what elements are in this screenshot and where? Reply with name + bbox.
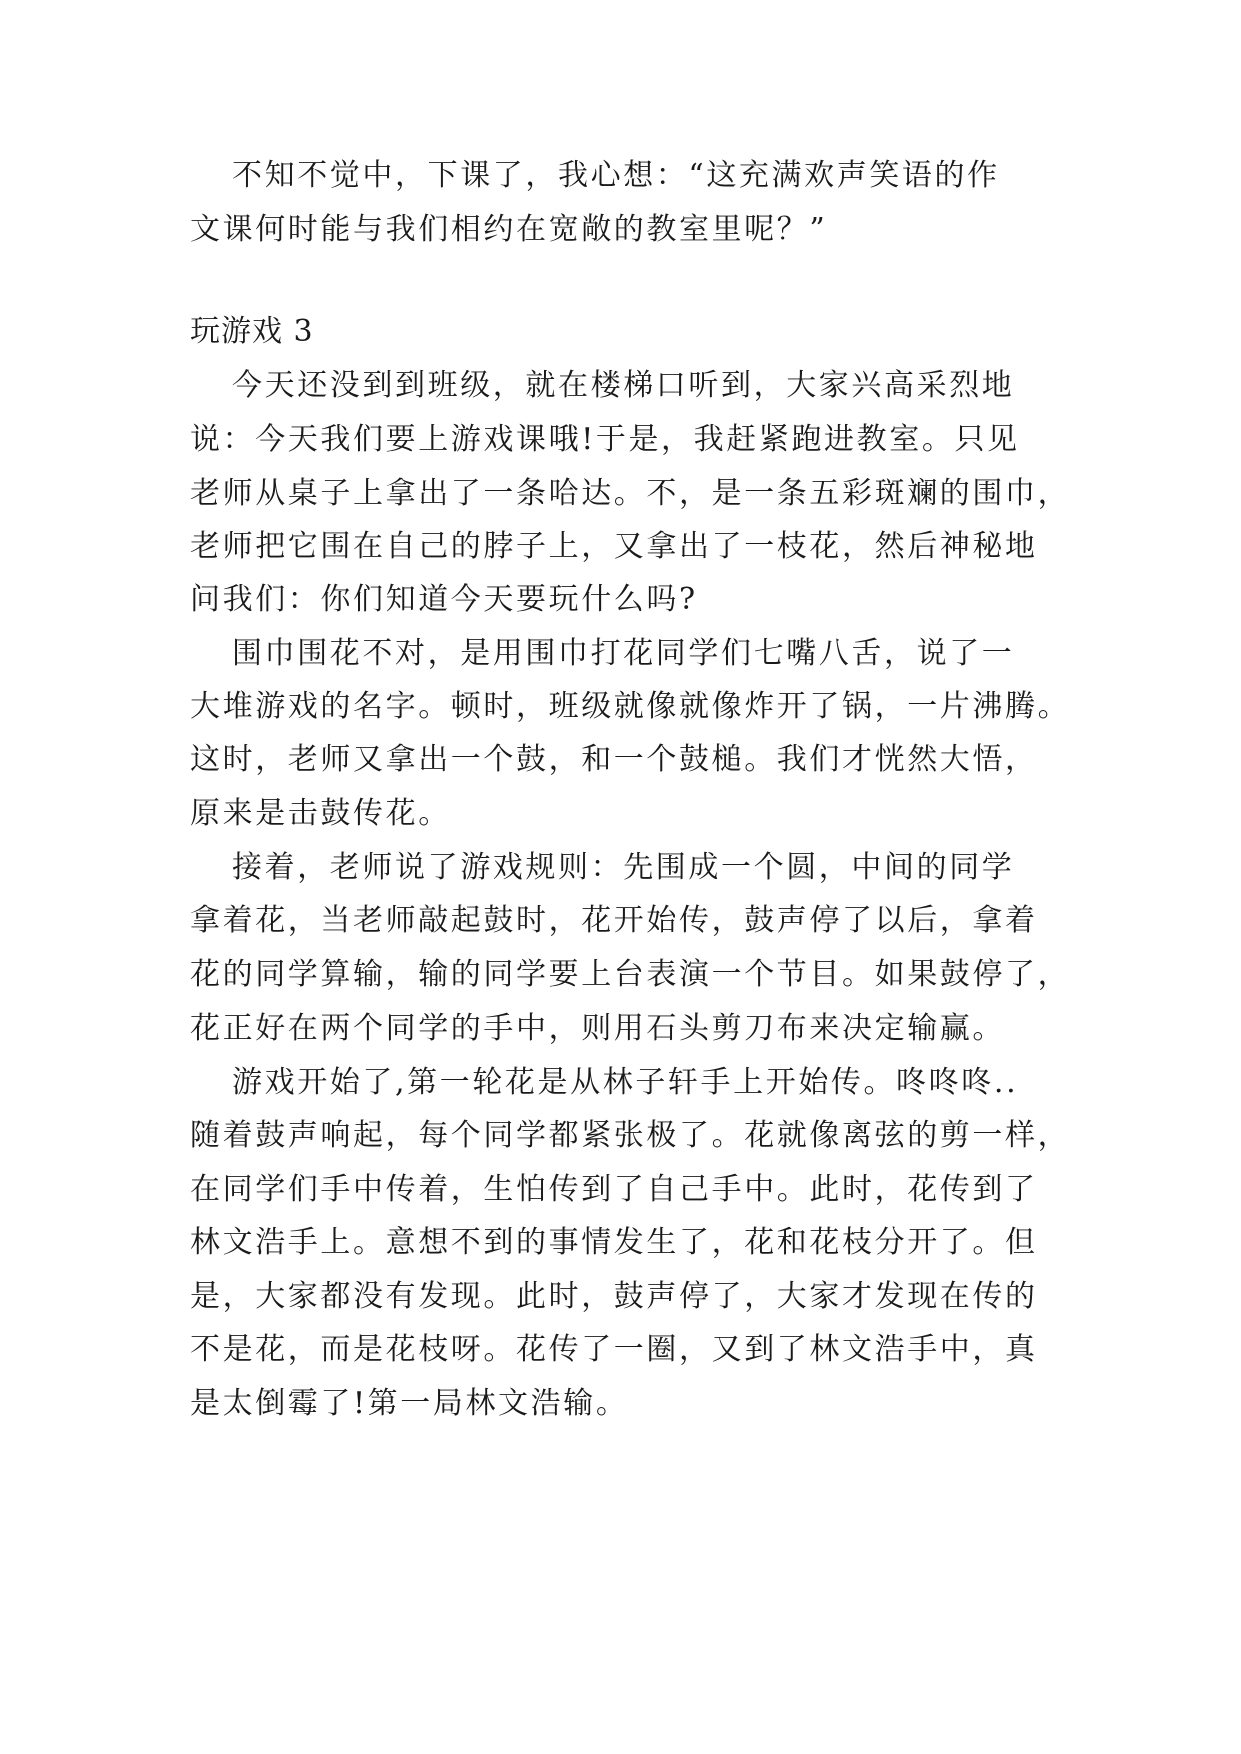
text-line: 拿着花，当老师敲起鼓时，花开始传，鼓声停了以后，拿着 bbox=[190, 903, 1038, 938]
text-line: 林文浩手上。意想不到的事情发生了，花和花枝分开了。但 bbox=[190, 1225, 1038, 1260]
text-line: 是太倒霉了!第一局林文浩输。 bbox=[190, 1386, 629, 1421]
text-line: 文课何时能与我们相约在宽敞的教室里呢？” bbox=[190, 212, 828, 247]
text-line: 不是花，而是花枝呀。花传了一圈，又到了林文浩手中，真 bbox=[190, 1332, 1038, 1367]
section-heading: 玩游戏 3 bbox=[190, 314, 314, 349]
text-line: 花的同学算输，输的同学要上台表演一个节目。如果鼓停了， bbox=[190, 957, 1071, 992]
text-line: 原来是击鼓传花。 bbox=[190, 796, 451, 831]
text-line: 在同学们手中传着，生怕传到了自己手中。此时，花传到了 bbox=[190, 1172, 1038, 1207]
text-line: 大堆游戏的名字。顿时，班级就像就像炸开了锅，一片沸腾。 bbox=[190, 689, 1071, 724]
text-line: 说：今天我们要上游戏课哦!于是，我赶紧跑进教室。只见 bbox=[190, 422, 1020, 457]
text-line: 花正好在两个同学的手中，则用石头剪刀布来决定输赢。 bbox=[190, 1011, 1005, 1046]
text-line: 问我们：你们知道今天要玩什么吗? bbox=[190, 582, 698, 617]
text-line: 围巾围花不对，是用围巾打花同学们七嘴八舌，说了一 bbox=[232, 636, 1015, 671]
text-line: 是，大家都没有发现。此时，鼓声停了，大家才发现在传的 bbox=[190, 1279, 1038, 1314]
text-line: 不知不觉中，下课了，我心想：“这充满欢声笑语的作 bbox=[232, 158, 1000, 193]
text-line: 这时，老师又拿出一个鼓，和一个鼓槌。我们才恍然大悟， bbox=[190, 742, 1038, 777]
text-line: 随着鼓声响起，每个同学都紧张极了。花就像离弦的剪一样， bbox=[190, 1118, 1071, 1153]
text-line: 游戏开始了,第一轮花是从林子轩手上开始传。咚咚咚.. bbox=[232, 1065, 1019, 1100]
text-line: 接着，老师说了游戏规则：先围成一个圆，中间的同学 bbox=[232, 850, 1015, 885]
text-line: 老师从桌子上拿出了一条哈达。不，是一条五彩斑斓的围巾， bbox=[190, 476, 1071, 511]
text-line: 老师把它围在自己的脖子上，又拿出了一枝花，然后神秘地 bbox=[190, 529, 1038, 564]
text-line: 今天还没到到班级，就在楼梯口听到，大家兴高采烈地 bbox=[232, 368, 1015, 403]
